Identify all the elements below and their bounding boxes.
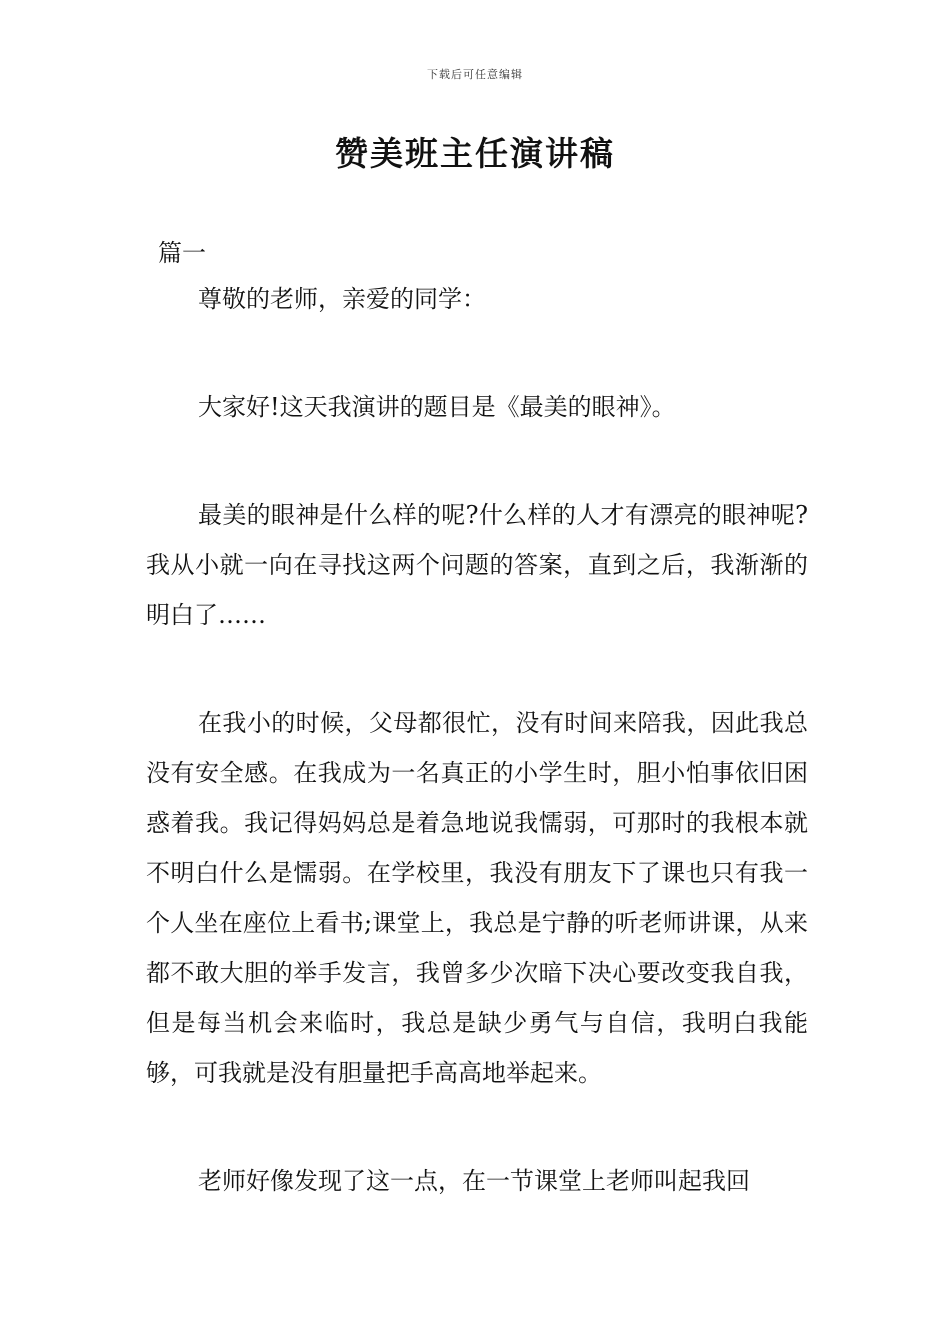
header-note: 下载后可任意编辑 — [427, 68, 523, 81]
document-title: 赞美班主任演讲稿 — [335, 134, 615, 173]
paragraph-intro: 大家好!这天我演讲的题目是《最美的眼神》。 — [198, 393, 676, 421]
section-label: 篇一 — [158, 239, 206, 267]
paragraph-greeting: 尊敬的老师，亲爱的同学： — [198, 285, 486, 313]
paragraph-teacher: 老师好像发现了这一点，在一节课堂上老师叫起我回 — [198, 1167, 750, 1195]
document-body — [146, 274, 808, 1206]
paragraph-childhood: 在我小的时候，父母都很忙，没有时间来陪我，因此我总没有安全感。在我成为一名真正的小学生时，胆小怕事依旧困惑着我。我记得妈妈总是着急地说我懦弱，可那时的我根本就不明白什么是懦弱。在学校里，我没有朋友下了课也只有我一个人坐在座位上看书;课堂上，我总是宁静的听老师讲课，从来都不敢大胆的举手发言，我曾多少次暗下决心要改变我自我，但是每当机会来临时，我总是缺少勇气与自信，我明白我能够，可我就是没有胆量把手高高地举起来。 — [146, 709, 808, 1087]
paragraph-question: 最美的眼神是什么样的呢?什么样的人才有漂亮的眼神呢?我从小就一向在寻找这两个问题的答案，直到之后，我渐渐的明白了…… — [146, 501, 808, 629]
